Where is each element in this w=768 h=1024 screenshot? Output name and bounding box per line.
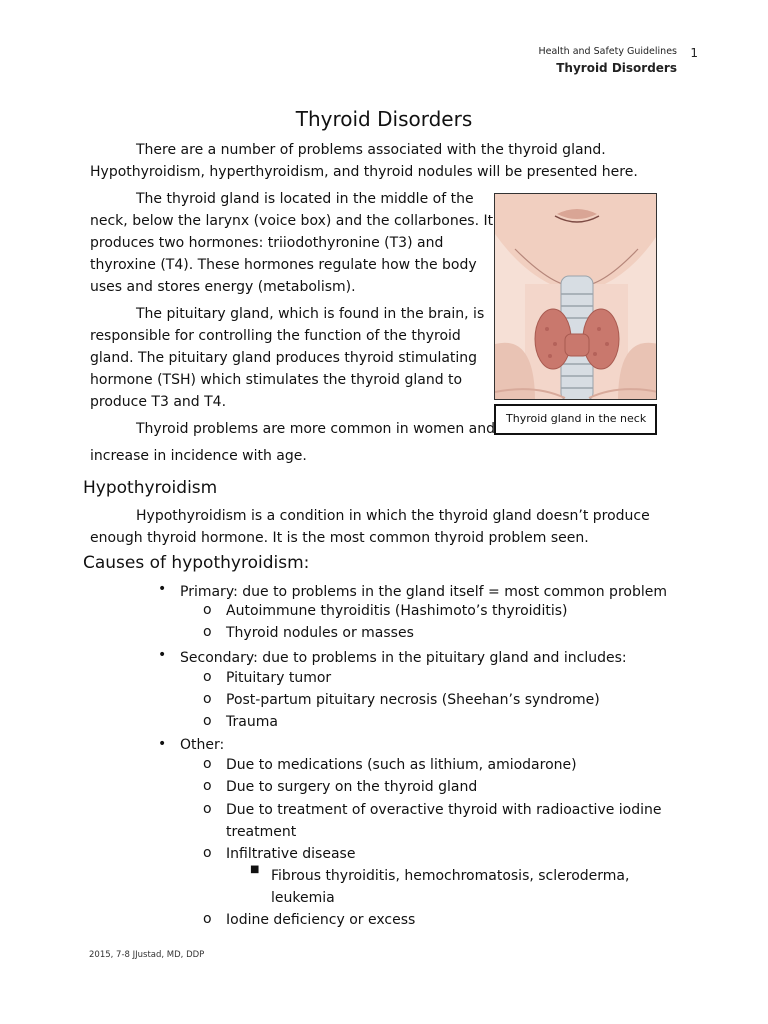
pituitary-line-2: responsible for controlling the function of the thyroid (90, 328, 461, 344)
pituitary-line-4: hormone (TSH) which stimulates the thyroid gland to (90, 372, 463, 388)
page-number: 1 (690, 46, 698, 60)
list-item-other-3-cont: treatment (226, 824, 297, 840)
circle-bullet-icon: o (203, 602, 212, 618)
hypothyroidism-heading: Hypothyroidism (83, 478, 218, 498)
location-line-5: uses and stores energy (metabolism). (90, 279, 356, 295)
circle-bullet-icon: o (203, 624, 212, 640)
circle-bullet-icon: o (203, 691, 212, 707)
location-line-1: The thyroid gland is located in the middle of the (136, 191, 474, 207)
header-doc-title: Thyroid Disorders (556, 61, 677, 75)
circle-bullet-icon: o (203, 845, 212, 861)
circle-bullet-icon: o (203, 801, 212, 817)
location-line-2: neck, below the larynx (voice box) and the collarbones. It (90, 213, 494, 229)
causes-heading: Causes of hypothyroidism: (83, 553, 310, 573)
list-item-secondary-1: Pituitary tumor (226, 670, 332, 686)
pituitary-line-1: The pituitary gland, which is found in the brain, is (136, 306, 485, 322)
list-item-infiltrative-sub-cont: leukemia (271, 890, 335, 906)
pituitary-line-3: gland. The pituitary gland produces thyroid stimulating (90, 350, 478, 366)
list-item-primary-1: Autoimmune thyroiditis (Hashimoto’s thyroiditis) (226, 603, 568, 619)
footer: 2015, 7-8 JJustad, MD, DDP (89, 950, 205, 960)
list-item-other: Other: (180, 737, 225, 753)
intro-line-1: There are a number of problems associated with the thyroid gland. (136, 142, 606, 158)
list-item-secondary-3: Trauma (226, 714, 278, 730)
list-item-secondary: Secondary: due to problems in the pituitary gland and includes: (180, 650, 627, 666)
list-item-secondary-2: Post-partum pituitary necrosis (Sheehan’s syndrome) (226, 692, 600, 708)
list-item-other-3: Due to treatment of overactive thyroid with radioactive iodine (226, 802, 662, 818)
hypothyroidism-line-2: enough thyroid hormone. It is the most common thyroid problem seen. (90, 530, 589, 546)
circle-bullet-icon: o (203, 669, 212, 685)
circle-bullet-icon: o (203, 778, 212, 794)
pituitary-line-5: produce T3 and T4. (90, 394, 227, 410)
list-item-other-4: Infiltrative disease (226, 846, 356, 862)
location-line-3: produces two hormones: triiodothyronine (T3) and (90, 235, 444, 251)
list-item-other-1: Due to medications (such as lithium, amiodarone) (226, 757, 577, 773)
list-item-primary-2: Thyroid nodules or masses (226, 625, 414, 641)
common-line-2: increase in incidence with age. (90, 448, 307, 464)
intro-line-2: Hypothyroidism, hyperthyroidism, and thyroid nodules will be presented here. (90, 164, 638, 180)
bullet-icon: • (158, 736, 167, 752)
circle-bullet-icon: o (203, 911, 212, 927)
square-bullet-icon: ■ (250, 864, 260, 875)
list-item-other-5: Iodine deficiency or excess (226, 912, 416, 928)
list-item-other-2: Due to surgery on the thyroid gland (226, 779, 478, 795)
list-item-primary: Primary: due to problems in the gland itself = most common problem (180, 584, 667, 600)
page-title: Thyroid Disorders (295, 107, 473, 131)
location-line-4: thyroxine (T4). These hormones regulate how the body (90, 257, 477, 273)
circle-bullet-icon: o (203, 713, 212, 729)
bullet-icon: • (158, 647, 167, 663)
header-subtitle: Health and Safety Guidelines (538, 46, 677, 57)
list-item-infiltrative-sub: Fibrous thyroiditis, hemochromatosis, scleroderma, (271, 868, 630, 884)
thyroid-illustration (494, 193, 657, 400)
hypothyroidism-line-1: Hypothyroidism is a condition in which the thyroid gland doesn’t produce (136, 508, 650, 524)
circle-bullet-icon: o (203, 756, 212, 772)
common-line-1: Thyroid problems are more common in women and (136, 421, 495, 437)
bullet-icon: • (158, 581, 167, 597)
figure-caption: Thyroid gland in the neck (494, 404, 657, 435)
thyroid-neck-image (495, 194, 657, 400)
